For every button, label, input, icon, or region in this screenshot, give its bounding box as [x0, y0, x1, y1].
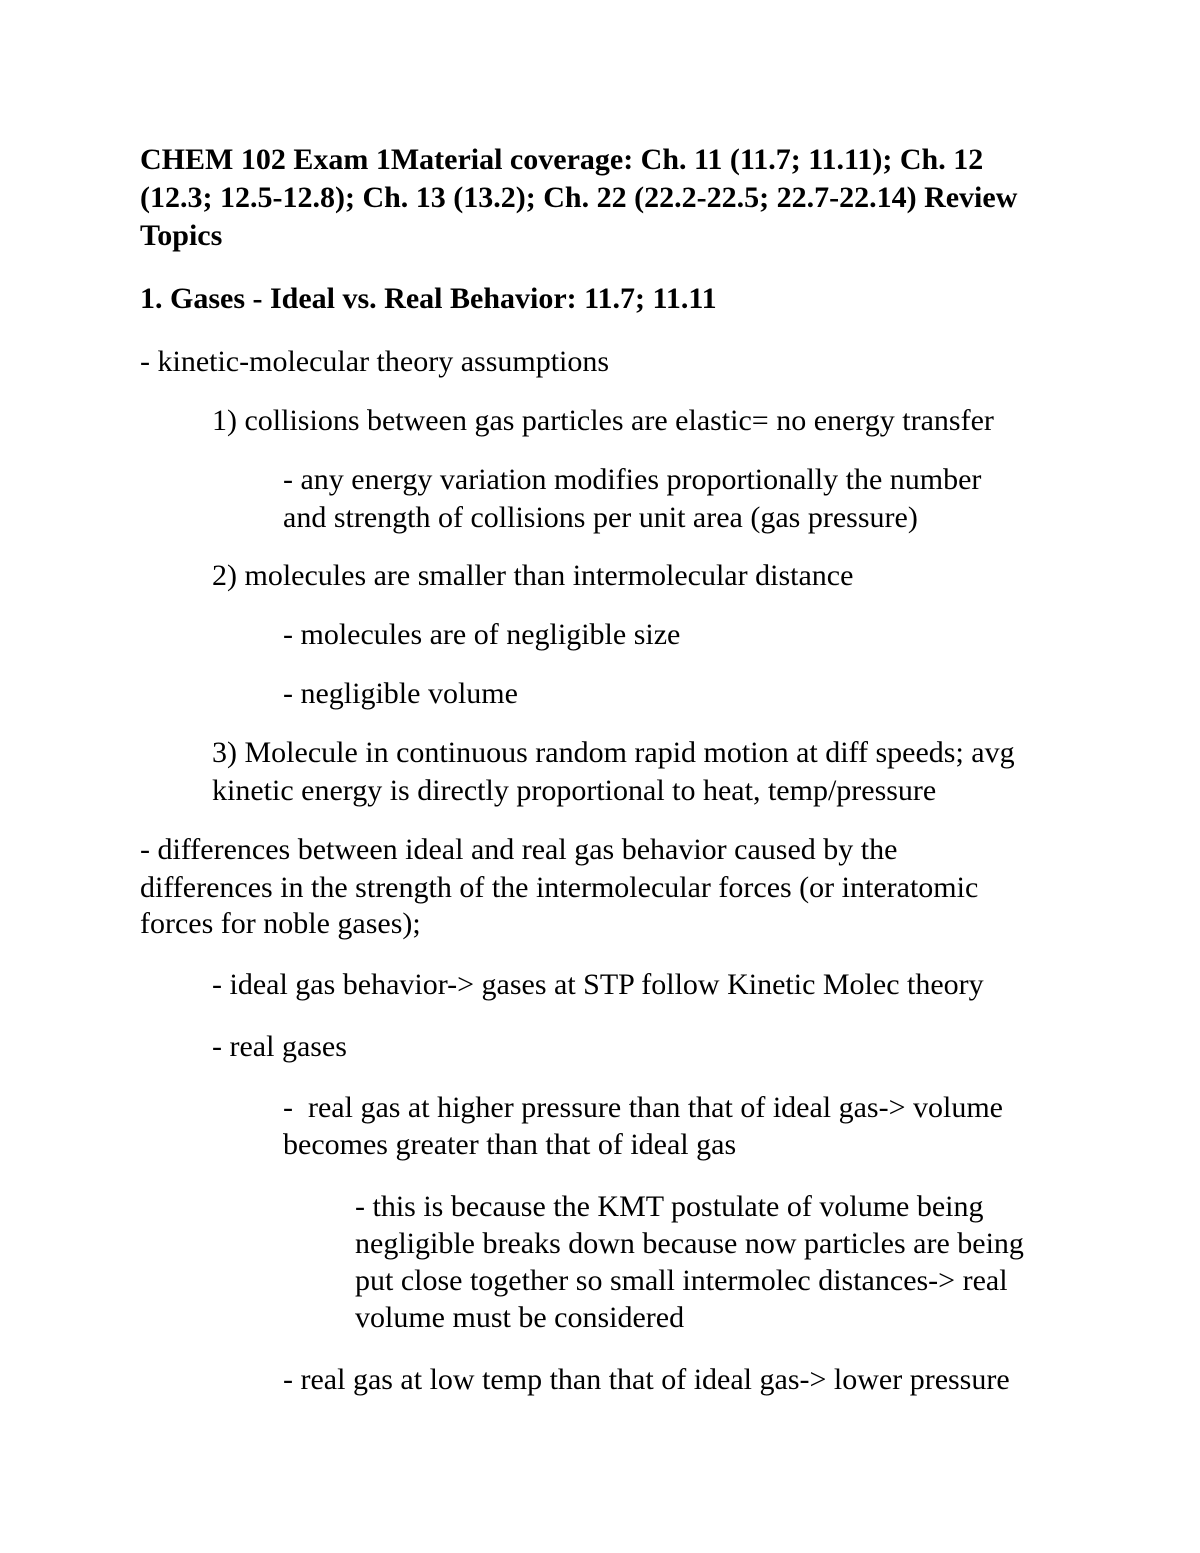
- title-line-1: CHEM 102 Exam 1Material coverage: Ch. 11 (11.7; 11.11); Ch. 12: [140, 143, 984, 176]
- list-item: 1) collisions between gas particles are elastic= no energy transfer: [212, 404, 994, 437]
- title-line-3: Topics: [140, 219, 223, 252]
- list-item: 3) Molecule in continuous random rapid motion at diff speeds; avg: [212, 736, 1015, 769]
- list-item: and strength of collisions per unit area (gas pressure): [283, 501, 918, 534]
- list-item: put close together so small intermolec distances-> real: [355, 1264, 1008, 1297]
- list-item: - real gas at higher pressure than that of ideal gas-> volume: [283, 1091, 1003, 1124]
- list-item: - kinetic-molecular theory assumptions: [140, 345, 610, 378]
- list-item: - differences between ideal and real gas behavior caused by the: [140, 833, 898, 866]
- list-item: - ideal gas behavior-> gases at STP follow Kinetic Molec theory: [212, 968, 984, 1001]
- list-item: kinetic energy is directly proportional to heat, temp/pressure: [212, 774, 937, 807]
- title-line-2: (12.3; 12.5-12.8); Ch. 13 (13.2); Ch. 22 (22.2-22.5; 22.7-22.14) Review: [140, 181, 1018, 214]
- list-item: volume must be considered: [355, 1301, 685, 1334]
- list-item: forces for noble gases);: [140, 907, 421, 940]
- list-item: negligible breaks down because now particles are being: [355, 1227, 1024, 1260]
- list-item: - molecules are of negligible size: [283, 618, 681, 651]
- list-item: - negligible volume: [283, 677, 518, 710]
- list-item: - this is because the KMT postulate of volume being: [355, 1190, 984, 1223]
- list-item: - real gases: [212, 1030, 347, 1063]
- list-item: becomes greater than that of ideal gas: [283, 1128, 737, 1161]
- section-heading: 1. Gases - Ideal vs. Real Behavior: 11.7; 11.11: [140, 282, 717, 315]
- list-item: - real gas at low temp than that of ideal gas-> lower pressure: [283, 1363, 1010, 1396]
- list-item: differences in the strength of the intermolecular forces (or interatomic: [140, 871, 979, 904]
- list-item: - any energy variation modifies proportionally the number: [283, 463, 982, 496]
- list-item: 2) molecules are smaller than intermolecular distance: [212, 559, 854, 592]
